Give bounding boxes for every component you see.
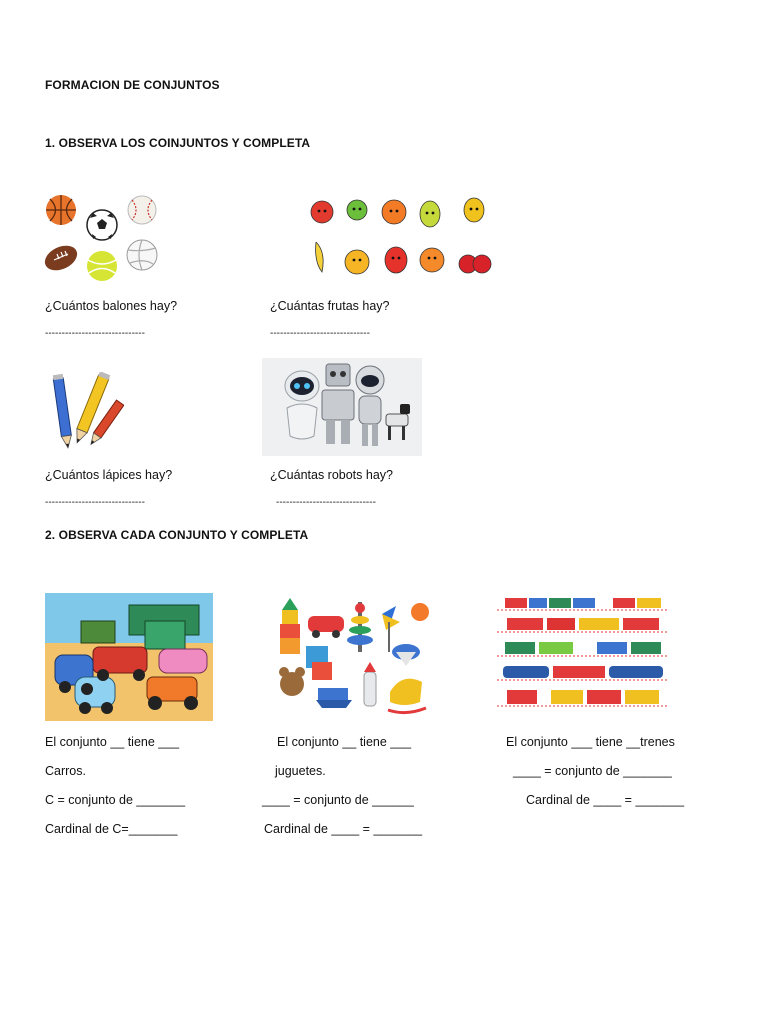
col1-line4: Cardinal de C=_______ xyxy=(45,822,178,836)
col3-line1: El conjunto ___ tiene __trenes xyxy=(506,735,675,749)
col3-line2: ____ = conjunto de _______ xyxy=(513,764,672,778)
cars-image xyxy=(45,593,213,721)
col2-line4: Cardinal de ____ = _______ xyxy=(264,822,423,836)
fruits-image xyxy=(302,192,492,284)
pencils-image xyxy=(44,372,124,452)
answer-blank-robots[interactable]: ------------------------------ xyxy=(276,497,376,508)
page-title: FORMACION DE CONJUNTOS xyxy=(45,78,220,92)
balls-image xyxy=(40,190,165,282)
col1-line2: Carros. xyxy=(45,764,86,778)
answer-blank-balls[interactable]: ------------------------------ xyxy=(45,328,145,339)
col3-line3: Cardinal de ____ = _______ xyxy=(526,793,685,807)
section2-heading: 2. OBSERVA CADA CONJUNTO Y COMPLETA xyxy=(45,528,309,542)
question-robots: ¿Cuántas robots hay? xyxy=(270,468,393,482)
col2-line3: ____ = conjunto de ______ xyxy=(262,793,414,807)
toys-image xyxy=(272,592,432,718)
col2-line2: juguetes. xyxy=(275,764,326,778)
col1-line3: C = conjunto de _______ xyxy=(45,793,186,807)
robots-image xyxy=(262,358,422,456)
col1-line1: El conjunto __ tiene ___ xyxy=(45,735,180,749)
section1-heading: 1. OBSERVA LOS COINJUNTOS Y COMPLETA xyxy=(45,136,311,150)
trains-image xyxy=(497,590,669,716)
answer-blank-pencils[interactable]: ------------------------------ xyxy=(45,497,145,508)
col2-line1: El conjunto __ tiene ___ xyxy=(277,735,412,749)
question-fruits: ¿Cuántas frutas hay? xyxy=(270,299,390,313)
question-pencils: ¿Cuántos lápices hay? xyxy=(45,468,173,482)
answer-blank-fruits[interactable]: ------------------------------ xyxy=(270,328,370,339)
question-balls: ¿Cuántos balones hay? xyxy=(45,299,178,313)
